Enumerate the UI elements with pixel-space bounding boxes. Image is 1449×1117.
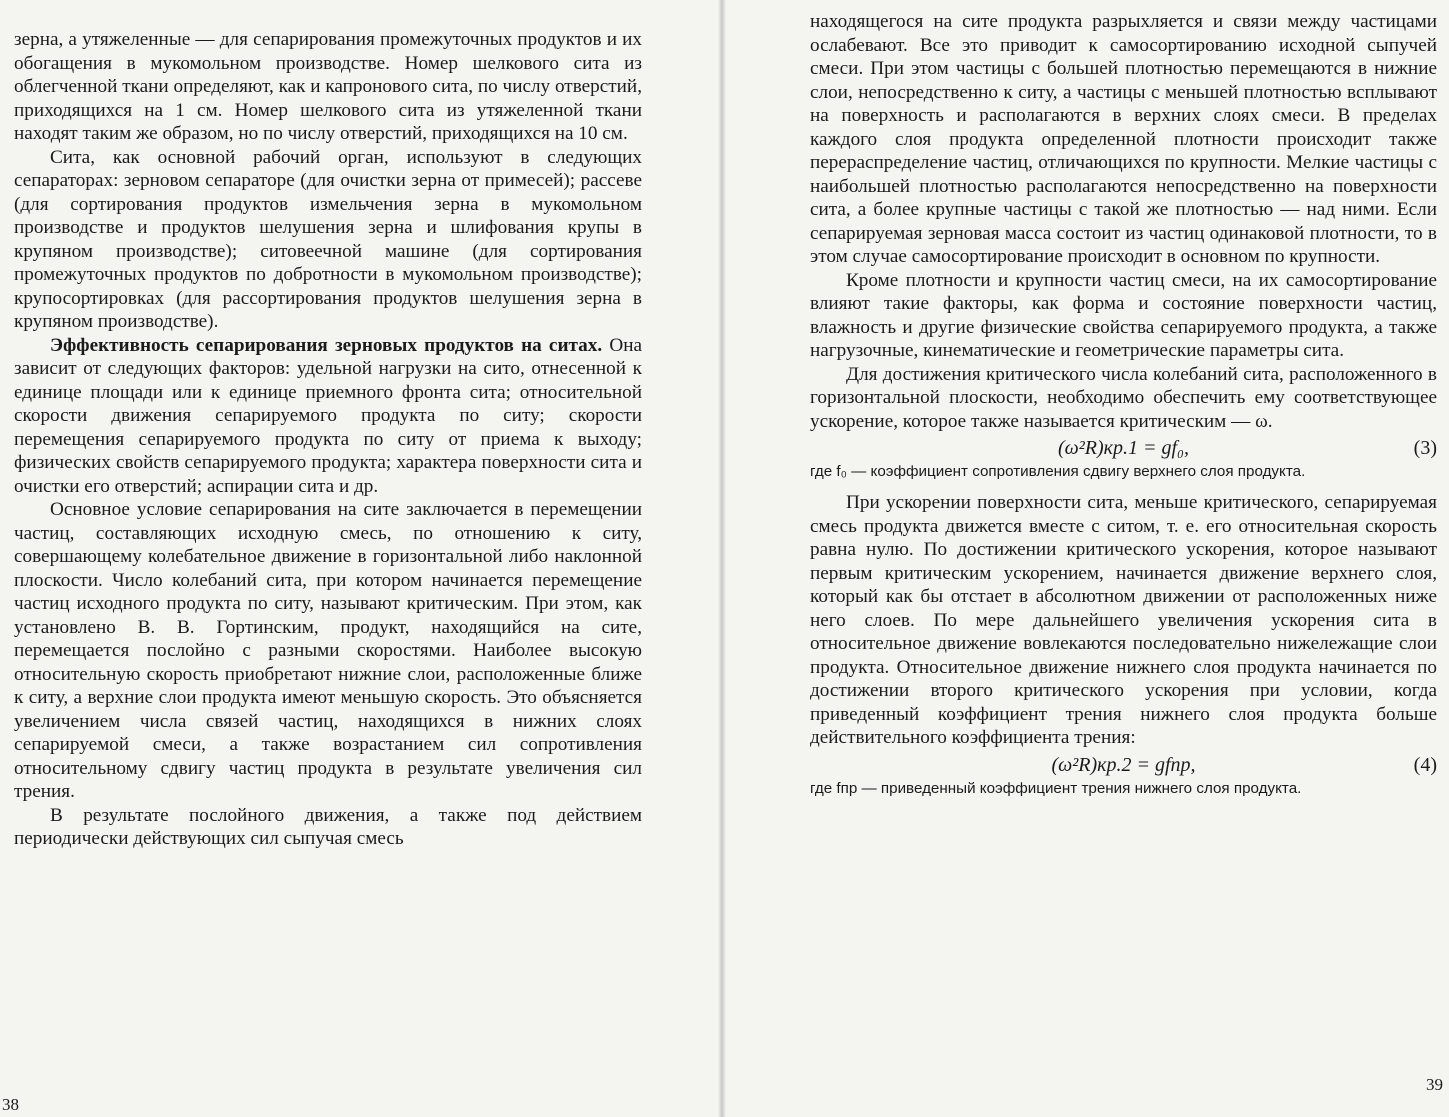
paragraph: Основное условие сепарирования на сите заключается в перемещении частиц, составляющих исходную смесь, по отношению к ситу, совершающему колебательное движение в горизонтальной либо наклонной плоскости. Число колебаний сита, при котором начинается перемещение частиц исходного продукта по ситу, называют критическим. При этом, как установлено В. В. Гортинским, продукт, находящийся на сите, перемещается послойно с разными скоростями. Наиболее высокую относительную скорость приобретают нижние слои, расположенные ближе к ситу, а верхние слои продукта имеют меньшую скорость. Это объясняется увеличением числа связей частиц, находящихся в нижних слоях сепарируемой смеси, а также возрастанием сил сопротивления относительному сдвигу частиц продукта в результате увеличения сил трения. <box>14 499 642 802</box>
paragraph-with-heading <box>14 334 642 499</box>
page-number-right: 39 <box>1426 1075 1443 1094</box>
left-page <box>0 0 718 1117</box>
paragraph: Для достижения критического числа колебаний сита, расположенного в горизонтальной плоскости, необходимо обеспечить ему соответствующее ускорение, которое также называется критическим — ω. <box>810 363 1437 432</box>
section-heading: Эффективность сепарирования зерновых продуктов на ситах. <box>50 334 603 356</box>
left-page-text <box>14 28 642 851</box>
paragraph: зерна, а утяжеленные — для сепарирования промежуточных продуктов и их обогащения в мукомольном производстве. Номер шелкового сита из облегченной ткани определяют, как и капронового сита, по числу отверстий, приходящихся на 1 см. Номер шелкового сита из утяжеленной ткани находят таким же образом, но по числу отверстий, приходящихся на 10 см. <box>14 29 642 144</box>
formula-4 <box>810 752 1437 778</box>
formula-expression: (ω²R)кр.1 = gf₀, <box>1057 437 1189 459</box>
formula-number: (4) <box>1413 753 1437 776</box>
paragraph: В результате послойного движения, а также под действием периодически действующих сил сыпучая смесь <box>14 804 642 849</box>
formula-expression: (ω²R)кр.2 = gfпр, <box>1051 753 1196 776</box>
paragraph: Сита, как основной рабочий орган, используют в следующих сепараторах: зерновом сепараторе (для очистки зерна от примесей); рассеве (для сортирования продуктов измельчения зерна в мукомольном производстве и продуктов шелушения зерна и шлифования крупы в крупяном производстве); ситовеечной машине (для сортирования промежуточных продуктов по добротности в мукомольном производстве); крупосортировках (для рассортирования продуктов шелушения зерна в крупяном производстве). <box>14 146 642 332</box>
book-gutter <box>718 0 726 1117</box>
formula-number: (3) <box>1413 437 1437 459</box>
paragraph: Кроме плотности и крупности частиц смеси, на их самосортирование влияют такие факторы, как форма и состояние поверхности частиц, влажность и другие физические свойства сепарируемого продукта, а также нагрузочные, кинематические и геометрические параметры сита. <box>810 269 1437 361</box>
formula-note: где fпр — приведенный коэффициент трения нижнего слоя продукта. <box>810 779 1302 797</box>
paragraph: При ускорении поверхности сита, меньше критического, сепарируемая смесь продукта движется вместе с ситом, т. е. его относительная скорость равна нулю. По достижении критического ускорения, которое называют первым критическим ускорением, начинается движение верхнего слоя, который как бы отстает в абсолютном движении от расположенных ниже него слоев. По мере дальнейшего увеличения ускорения сита в относительное движение вовлекаются последовательно нижележащие слои продукта. Относительное движение нижнего слоя продукта начинается по достижении второго критического ускорения при условии, когда приведенный коэффициент трения нижнего слоя продукта больше действительного коэффициента трения: <box>810 492 1437 748</box>
paragraph: находящегося на сите продукта разрыхляется и связи между частицами ослабевают. Все это приводит к самосортированию исходной сыпучей смеси. При этом частицы с большей плотностью перемещаются в нижние слои, непосредственно к ситу, а частицы с меньшей плотностью всплывают на поверхность и располагаются в верхних слоях смеси. В пределах каждого слоя продукта определенной плотности происходит также перераспределение частиц, отличающихся по крупности. Мелкие частицы с наибольшей плотностью располагаются непосредственно на поверхности сита, а более крупные частицы с такой же плотностью — над ними. Если сепарируемая зерновая масса состоит из частиц одинаковой плотности, то в этом случае самосортирование происходит в основном по крупности. <box>810 11 1437 267</box>
right-page <box>726 0 1449 1117</box>
page-number-left: 38 <box>2 1095 19 1114</box>
formula-3 <box>810 435 1437 461</box>
formula-note: где f₀ — коэффициент сопротивления сдвигу верхнего слоя продукта. <box>810 463 1306 480</box>
heading-paragraph-text: Она зависит от следующих факторов: удельной нагрузки на сито, отнесенной к единице площади или к единице приемного фронта сита; относительной скорости движения сепарируемого продукта по ситу; скорости перемещения сепарируемого продукта по ситу от приема к выходу; физических свойств сепарируемого продукта; характера поверхности сита и очистки его отверстий; аспирации сита и др. <box>14 334 642 497</box>
right-page-text <box>810 10 1437 800</box>
